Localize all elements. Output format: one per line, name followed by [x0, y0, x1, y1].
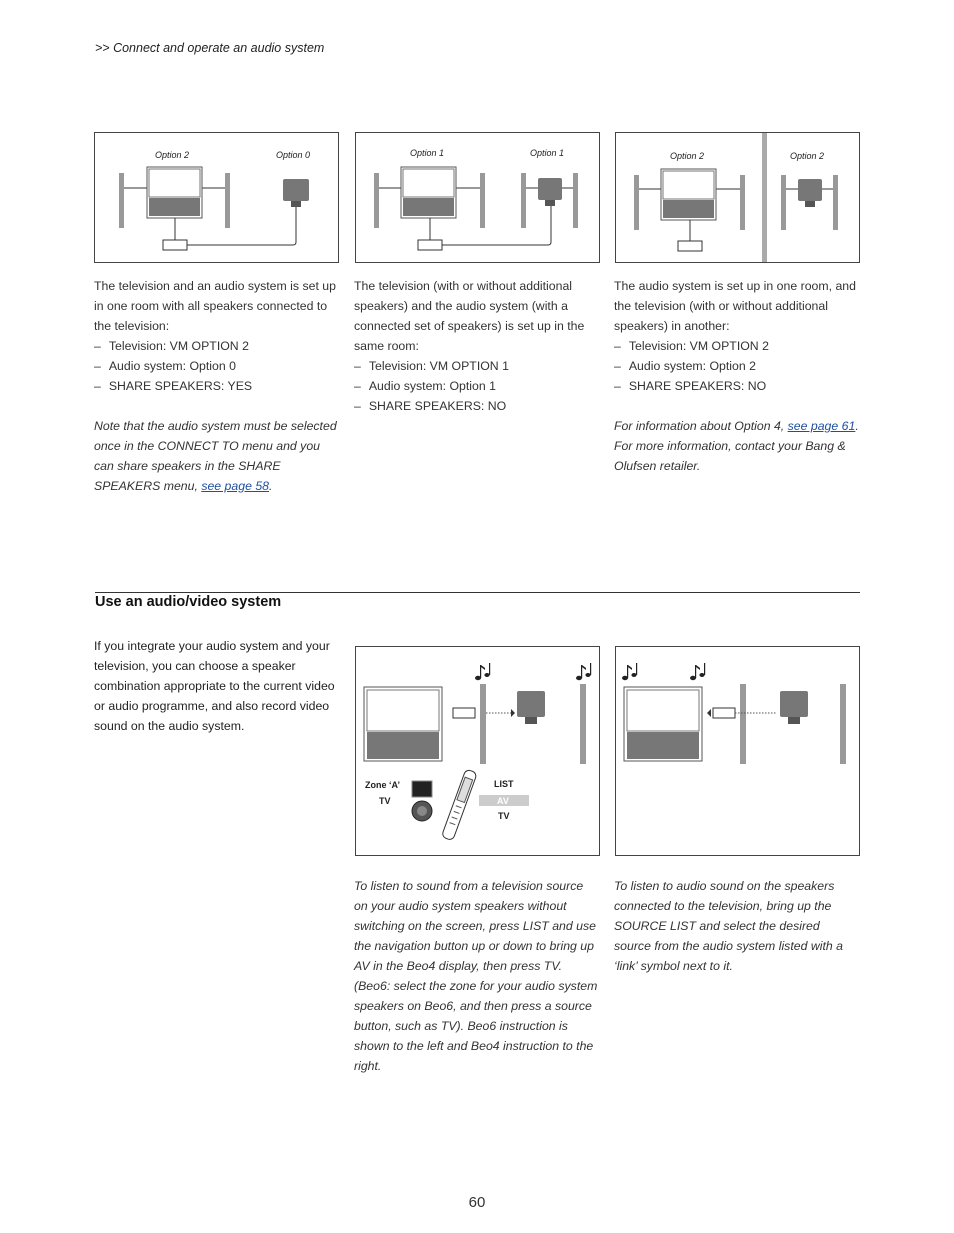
- av-label: AV: [497, 796, 509, 806]
- caption-left: To listen to sound from a television source on your audio system speakers without switching on the screen, press LIST and use the navigation button up or down to bring up AV in the Beo4 display, then press TV. (Beo6: select the zone for your audio system speakers on Beo6, and then press a source button, such as TV). Beo6 instruction is shown to the left and Beo4 instruction to the right.: [354, 879, 598, 1073]
- zone-label: Zone ‘A’: [365, 780, 401, 790]
- diagram-label-left: Option 1: [410, 148, 445, 158]
- diagram-option2-option2: [615, 132, 860, 263]
- col1-item: – SHARE SPEAKERS: YES: [94, 376, 339, 396]
- col2-item: – Audio system: Option 1: [354, 376, 594, 396]
- diagram-av-beo6-beo4: [355, 646, 600, 856]
- col3-intro: The audio system is set up in one room, and the television (with or without additional speakers) in another:: [614, 279, 856, 333]
- arrow-left-icon: [707, 709, 711, 717]
- caption-right: To listen to audio sound on the speakers connected to the television, bring up the SOURCE LIST and select the desired source from the audio system listed with a ‘link’ symbol next to it.: [614, 879, 843, 973]
- diagram-option1-option1: [355, 132, 600, 263]
- music-note-link-icon: [690, 663, 705, 680]
- column-3-text: [614, 276, 860, 476]
- beo6-tv-label: TV: [379, 796, 391, 806]
- diagram-label-right: Option 1: [530, 148, 565, 158]
- see-page-58-link[interactable]: see page 58: [201, 479, 270, 493]
- diagram-option2-option0: [94, 132, 339, 263]
- music-note-link-icon: [475, 663, 490, 680]
- diagram-label-left: Option 2: [155, 150, 190, 160]
- column-1-text: [94, 276, 339, 496]
- breadcrumb: >> Connect and operate an audio system: [95, 41, 325, 55]
- diagram-label-right: Option 0: [276, 150, 311, 160]
- diagram-av-source-list: [615, 646, 860, 856]
- section-divider: [95, 592, 860, 593]
- page-number: 60: [468, 1194, 486, 1211]
- column-2-text: [354, 276, 594, 416]
- col1-note: Note that the audio system must be selected once in the CONNECT TO menu and you can share speakers in the SHARE SPEAKERS menu, see page 58.: [94, 419, 337, 493]
- col3-note: For information about Option 4, see page 61. For more information, contact your Bang & Olufsen retailer.: [614, 419, 859, 473]
- col3-item: – Audio system: Option 2: [614, 356, 860, 376]
- remote-control-icon: [441, 769, 477, 841]
- section-intro: If you integrate your audio system and your television, you can choose a speaker combination appropriate to the current video or audio programme, and also record video sound on the audio system.: [94, 639, 335, 733]
- col1-item: – Audio system: Option 0: [94, 356, 339, 376]
- music-note-link-icon: [576, 663, 591, 680]
- col2-intro: The television (with or without additional speakers) and the audio system (with a connected set of speakers) is set up in the same room:: [354, 279, 585, 353]
- col3-item: – SHARE SPEAKERS: NO: [614, 376, 860, 396]
- col2-item: – Television: VM OPTION 1: [354, 356, 594, 376]
- col1-intro: The television and an audio system is set up in one room with all speakers connected to the television:: [94, 279, 336, 333]
- diagram-label-right: Option 2: [790, 151, 825, 161]
- beo4-tv-label: TV: [498, 811, 510, 821]
- col3-item: – Television: VM OPTION 2: [614, 336, 860, 356]
- diagram-label-left: Option 2: [670, 151, 705, 161]
- list-label: LIST: [494, 779, 514, 789]
- see-page-61-link[interactable]: see page 61: [787, 419, 856, 433]
- col1-item: – Television: VM OPTION 2: [94, 336, 339, 356]
- arrow-right-icon: [511, 709, 515, 717]
- section-title: Use an audio/video system: [95, 594, 282, 610]
- col2-item: – SHARE SPEAKERS: NO: [354, 396, 594, 416]
- music-note-link-icon: [622, 663, 637, 680]
